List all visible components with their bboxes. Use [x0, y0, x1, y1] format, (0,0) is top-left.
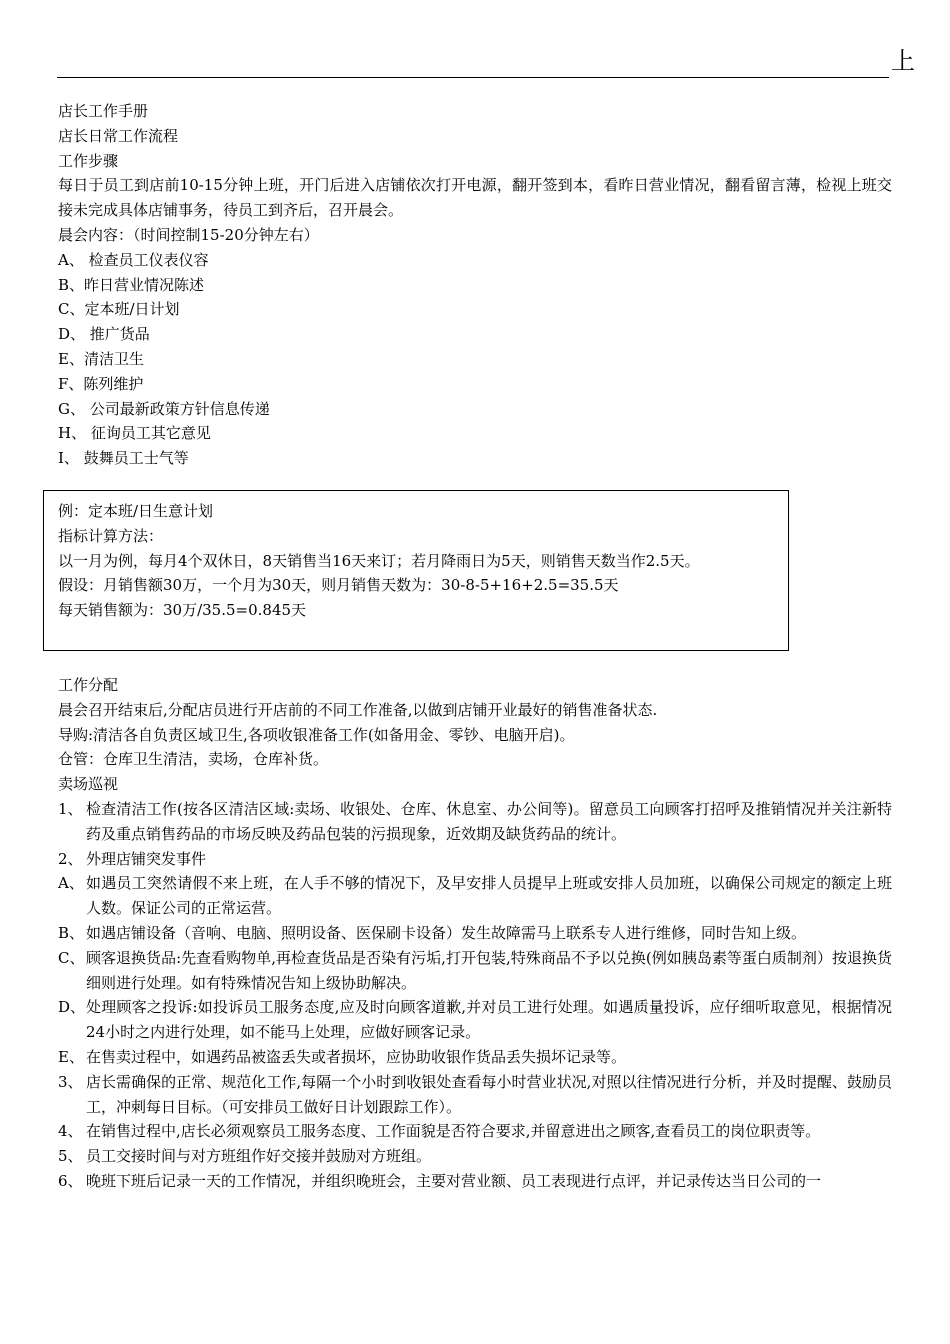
list-text: 检查清洁工作(按各区清洁区域:卖场、收银处、仓库、休息室、办公间等)。留意员工向顾客打招呼及推销情况并关注新特药及重点销售药品的市场反映及药品包装的污损现象，近效期及缺货药品的统计。 [86, 799, 892, 843]
list-marker: C、 [58, 948, 85, 967]
example-line: 例：定本班/日生意计划 [58, 502, 214, 520]
doc-subtitle: 店长日常工作流程 [58, 126, 179, 145]
list-text: 在售卖过程中，如遇药品被盗丢失或者损坏，应协助收银作货品丢失损坏记录等。 [86, 1047, 627, 1066]
list-marker: 5、 [58, 1147, 83, 1166]
meeting-item: G、 公司最新政策方针信息传递 [58, 399, 270, 418]
list-marker: E、 [58, 1047, 84, 1066]
example-box [43, 490, 789, 651]
list-text: 晚班下班后记录一天的工作情况，并组织晚班会，主要对营业额、员工表现进行点评，并记录传达当日公司的一 [86, 1171, 822, 1190]
meeting-heading: 晨会内容：（时间控制15-20分钟左右） [58, 225, 319, 244]
list-text: 如遇员工突然请假不来上班，在人手不够的情况下，及早安排人员提早上班或安排人员加班，以确保公司规定的额定上班人数。保证公司的正常运营。 [86, 874, 892, 918]
list-item [58, 1045, 892, 1070]
list-text: 外理店铺突发事件 [86, 849, 207, 868]
work-line: 仓管：仓库卫生清洁，卖场，仓库补货。 [58, 750, 329, 769]
list-marker: D、 [58, 998, 86, 1017]
list-item [58, 871, 892, 921]
meeting-item: E、清洁卫生 [58, 349, 144, 368]
steps-text: 每日于员工到店前10-15分钟上班，开门后进入店铺依次打开电源，翻开签到本，看昨日营业情况，翻看留言薄，检视上班交接未完成具体店铺事务，待员工到齐后，召开晨会。 [58, 176, 892, 220]
list-text: 顾客退换货品:先查看购物单,再检查货品是否染有污垢,打开包装,特殊商品不予以兑换(例如胰岛素等蛋白质制剂）按退换货细则进行处理。如有特殊情况告知上级协助解决。 [86, 948, 892, 992]
list-item [58, 995, 892, 1045]
header-rule [57, 77, 889, 78]
list-marker: 2、 [58, 849, 83, 868]
list-item [58, 1144, 892, 1169]
meeting-item: H、 征询员工其它意见 [58, 424, 211, 443]
work-line: 导购:清洁各自负责区域卫生,各项收银准备工作(如备用金、零钞、电脑开启)。 [58, 725, 575, 744]
intro-section [58, 99, 892, 471]
list-marker: 3、 [58, 1072, 83, 1091]
patrol-heading: 卖场巡视 [58, 775, 119, 794]
list-text: 如遇店铺设备（音响、电脑、照明设备、医保刷卡设备）发生故障需马上联系专人进行维修，同时告知上级。 [86, 923, 807, 942]
example-line: 每天销售额为：30万/35.5=0.845天 [58, 601, 307, 620]
meeting-item: B、昨日营业情况陈述 [58, 275, 205, 294]
list-item [58, 946, 892, 996]
list-text: 在销售过程中,店长必须观察员工服务态度、工作面貌是否符合要求,并留意进出之顾客,查看员工的岗位职责等。 [86, 1122, 821, 1141]
list-marker: A、 [58, 874, 84, 893]
meeting-item: D、 推广货品 [58, 325, 150, 344]
work-line: 晨会召开结束后,分配店员进行开店前的不同工作准备,以做到店铺开业最好的销售准备状态. [58, 700, 658, 719]
example-line: 指标计算方法： [58, 526, 164, 545]
example-line: 以一月为例，每月4个双休日，8天销售当16天来订；若月降雨日为5天，则销售天数当作2.5天。 [58, 551, 700, 570]
meeting-item: C、定本班/日计划 [58, 300, 180, 319]
meeting-item: I、 鼓舞员工士气等 [58, 449, 189, 468]
list-item [58, 1070, 892, 1120]
steps-heading: 工作步骤 [58, 151, 119, 170]
list-marker: 6、 [58, 1171, 83, 1190]
list-marker: B、 [58, 923, 85, 942]
list-item [58, 797, 892, 847]
list-item [58, 847, 892, 872]
list-text: 店长需确保的正常、规范化工作,每隔一个小时到收银处查看每小时营业状况,对照以往情况进行分析，并及时提醒、鼓励员工，冲刺每日目标。（可安排员工做好日计划跟踪工作）。 [86, 1072, 892, 1116]
list-item [58, 1119, 892, 1144]
list-marker: 4、 [58, 1122, 83, 1141]
meeting-item: F、陈列维护 [58, 374, 144, 393]
list-marker: 1、 [58, 799, 83, 818]
work-section [58, 673, 892, 1194]
meeting-item: A、 检查员工仪表仪容 [58, 250, 209, 269]
doc-title: 店长工作手册 [58, 102, 149, 120]
list-item [58, 1169, 892, 1194]
example-line: 假设：月销售额30万，一个月为30天，则月销售天数为：30-8-5+16+2.5=35.5天 [58, 576, 619, 595]
list-item [58, 921, 892, 946]
list-text: 员工交接时间与对方班组作好交接并鼓励对方班组。 [86, 1147, 432, 1166]
work-heading: 工作分配 [58, 676, 119, 694]
header-mark: 上 [891, 47, 915, 75]
list-text: 处理顾客之投诉:如投诉员工服务态度,应及时向顾客道歉,并对员工进行处理。如遇质量投诉，应仔细听取意见，根据情况24小时之内进行处理，如不能马上处理，应做好顾客记录。 [86, 998, 892, 1042]
